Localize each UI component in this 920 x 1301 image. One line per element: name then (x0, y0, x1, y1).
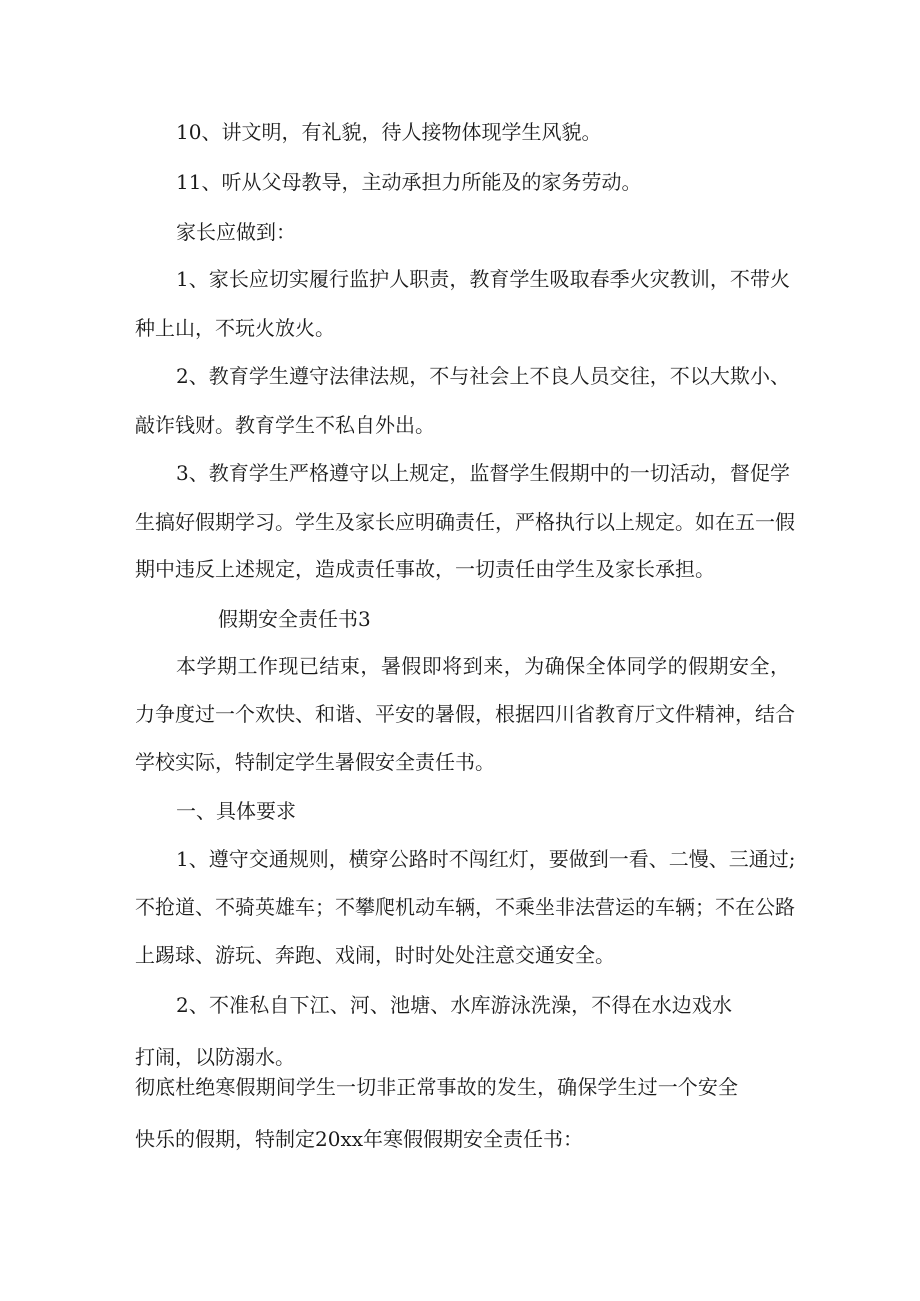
text-line-winter-a: 彻底杜绝寒假期间学生一切非正常事故的发生，确保学生过一个安全 (135, 1075, 738, 1099)
text-line-req-2a: 2、不准私自下江、河、池塘、水库游泳洗澡，不得在水边戏水 (176, 993, 732, 1017)
text-line-req-1a: 1、遵守交通规则，横穿公路时不闯红灯，要做到一看、二慢、三通过; (176, 847, 796, 871)
text-line-winter-b: 快乐的假期，特制定20xx年寒假假期安全责任书： (135, 1127, 584, 1151)
text-line-intro-a: 本学期工作现已结束，暑假即将到来，为确保全体同学的假期安全， (176, 654, 790, 678)
text-line-parent-1b: 种上山，不玩火放火。 (135, 316, 335, 340)
text-line-parent-3c: 期中违反上述规定，造成责任事故，一切责任由学生及家长承担。 (135, 557, 715, 581)
parents-heading: 家长应做到： (176, 220, 296, 244)
text-line-parent-3a: 3、教育学生严格遵守以上规定，监督学生假期中的一切活动，督促学 (176, 461, 790, 485)
text-line-req-1b: 不抢道、不骑英雄车；不攀爬机动车辆，不乘坐非法营运的车辆；不在公路 (135, 895, 795, 919)
text-line-parent-2a: 2、教育学生遵守法律法规，不与社会上不良人员交往，不以大欺小、 (176, 364, 790, 388)
text-line-parent-2b: 敲诈钱财。教育学生不私自外出。 (135, 413, 435, 437)
text-line-rule-11: 11、听从父母教导，主动承担力所能及的家务劳动。 (176, 170, 642, 194)
text-line-parent-3b: 生搞好假期学习。学生及家长应明确责任，严格执行以上规定。如在五一假 (135, 510, 795, 534)
text-line-parent-1a: 1、家长应切实履行监护人职责，教育学生吸取春季火灾教训，不带火 (176, 267, 790, 291)
requirements-heading: 一、具体要求 (176, 799, 296, 823)
text-line-intro-c: 学校实际，特制定学生暑假安全责任书。 (135, 750, 495, 774)
section-title: 假期安全责任书3 (218, 607, 371, 631)
text-line-rule-10: 10、讲文明，有礼貌，待人接物体现学生风貌。 (176, 120, 602, 144)
text-line-req-2b: 打闹，以防溺水。 (135, 1045, 295, 1069)
text-line-req-1c: 上踢球、游玩、奔跑、戏闹，时时处处注意交通安全。 (135, 943, 615, 967)
text-line-intro-b: 力争度过一个欢快、和谐、平安的暑假，根据四川省教育厅文件精神，结合 (135, 702, 795, 726)
